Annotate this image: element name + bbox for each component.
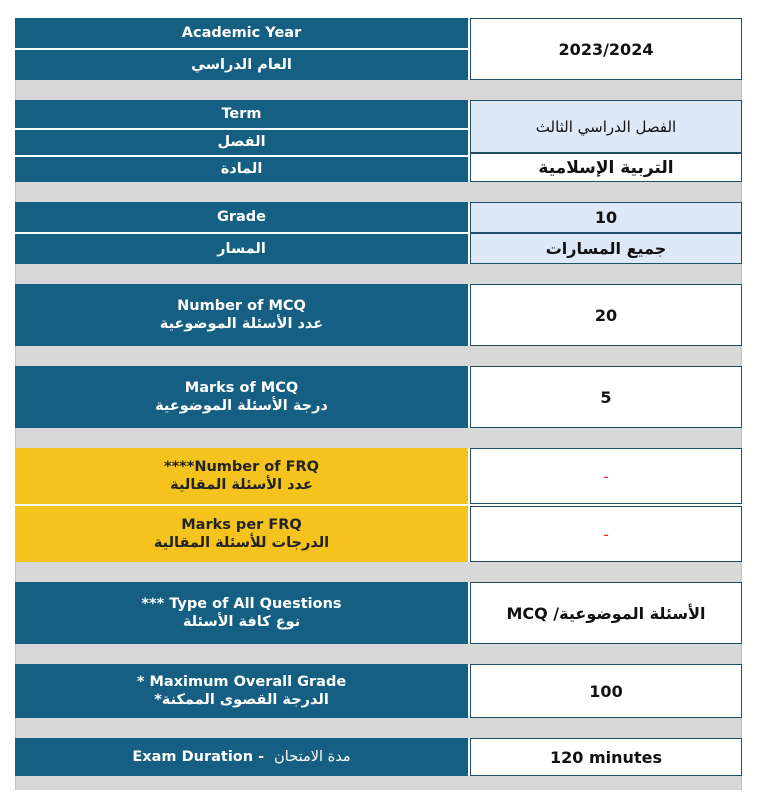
exam-spec-table	[15, 18, 742, 790]
track-label-ar: المسار	[15, 232, 470, 264]
row-academic-year	[15, 18, 742, 80]
question-type-value: الأسئلة الموضوعية/ MCQ	[470, 582, 742, 644]
mcq-marks-label-ar: درجة الأسئلة الموضوعية	[155, 398, 328, 414]
frq-count-label-ar: عدد الأسئلة المقالية	[170, 477, 313, 493]
frq-count-label-en: ****Number of FRQ	[163, 459, 320, 475]
subject-value: التربية الإسلامية	[470, 153, 742, 182]
row-spacer	[15, 182, 742, 202]
term-label-ar: الفصل	[15, 128, 470, 155]
academic-year-label-en: Academic Year	[15, 18, 470, 48]
max-grade-label-en: * Maximum Overall Grade	[136, 674, 347, 690]
mcq-count-label-ar: عدد الأسئلة الموضوعية	[159, 316, 324, 332]
academic-year-value: 2023/2024	[470, 18, 742, 80]
row-frq-marks	[15, 504, 742, 562]
question-type-label-en: *** Type of All Questions	[141, 596, 342, 612]
subject-label-ar: المادة	[15, 155, 470, 182]
max-grade-value: 100	[470, 664, 742, 718]
mcq-marks-label-en: Marks of MCQ	[184, 380, 299, 396]
frq-marks-value: -	[470, 506, 742, 562]
row-spacer	[15, 346, 742, 366]
row-frq-count	[15, 448, 742, 504]
frq-count-value: -	[470, 448, 742, 504]
term-label-en: Term	[15, 100, 470, 128]
row-duration	[15, 738, 742, 776]
mcq-marks-value: 5	[470, 366, 742, 428]
row-spacer	[15, 562, 742, 582]
row-term-subject	[15, 100, 742, 182]
academic-year-label-ar: العام الدراسي	[15, 48, 470, 80]
row-question-type	[15, 582, 742, 644]
row-spacer	[15, 718, 742, 738]
grade-value: 10	[470, 202, 742, 233]
term-value: الفصل الدراسي الثالث	[470, 100, 742, 153]
row-mcq-marks	[15, 366, 742, 428]
question-type-label-ar: نوع كافة الأسئلة	[182, 614, 301, 630]
frq-marks-label-en: Marks per FRQ	[181, 517, 302, 533]
duration-value: 120 minutes	[470, 738, 742, 776]
row-spacer	[15, 428, 742, 448]
row-spacer	[15, 264, 742, 284]
row-spacer	[15, 776, 742, 790]
frq-marks-label-ar: الدرجات للأسئلة المقالية	[153, 535, 330, 551]
mcq-count-label-en: Number of MCQ	[177, 298, 306, 314]
row-grade-track	[15, 202, 742, 264]
row-mcq-count	[15, 284, 742, 346]
duration-label-en: Exam Duration -	[132, 749, 265, 765]
row-spacer	[15, 80, 742, 100]
grade-label-en: Grade	[15, 202, 470, 232]
track-value: جميع المسارات	[470, 233, 742, 264]
row-max-grade	[15, 664, 742, 718]
max-grade-label-ar: الدرجة القصوى الممكنة*	[154, 692, 329, 708]
duration-label-ar: مدة الامتحان	[274, 749, 351, 765]
mcq-count-value: 20	[470, 284, 742, 346]
row-spacer	[15, 644, 742, 664]
